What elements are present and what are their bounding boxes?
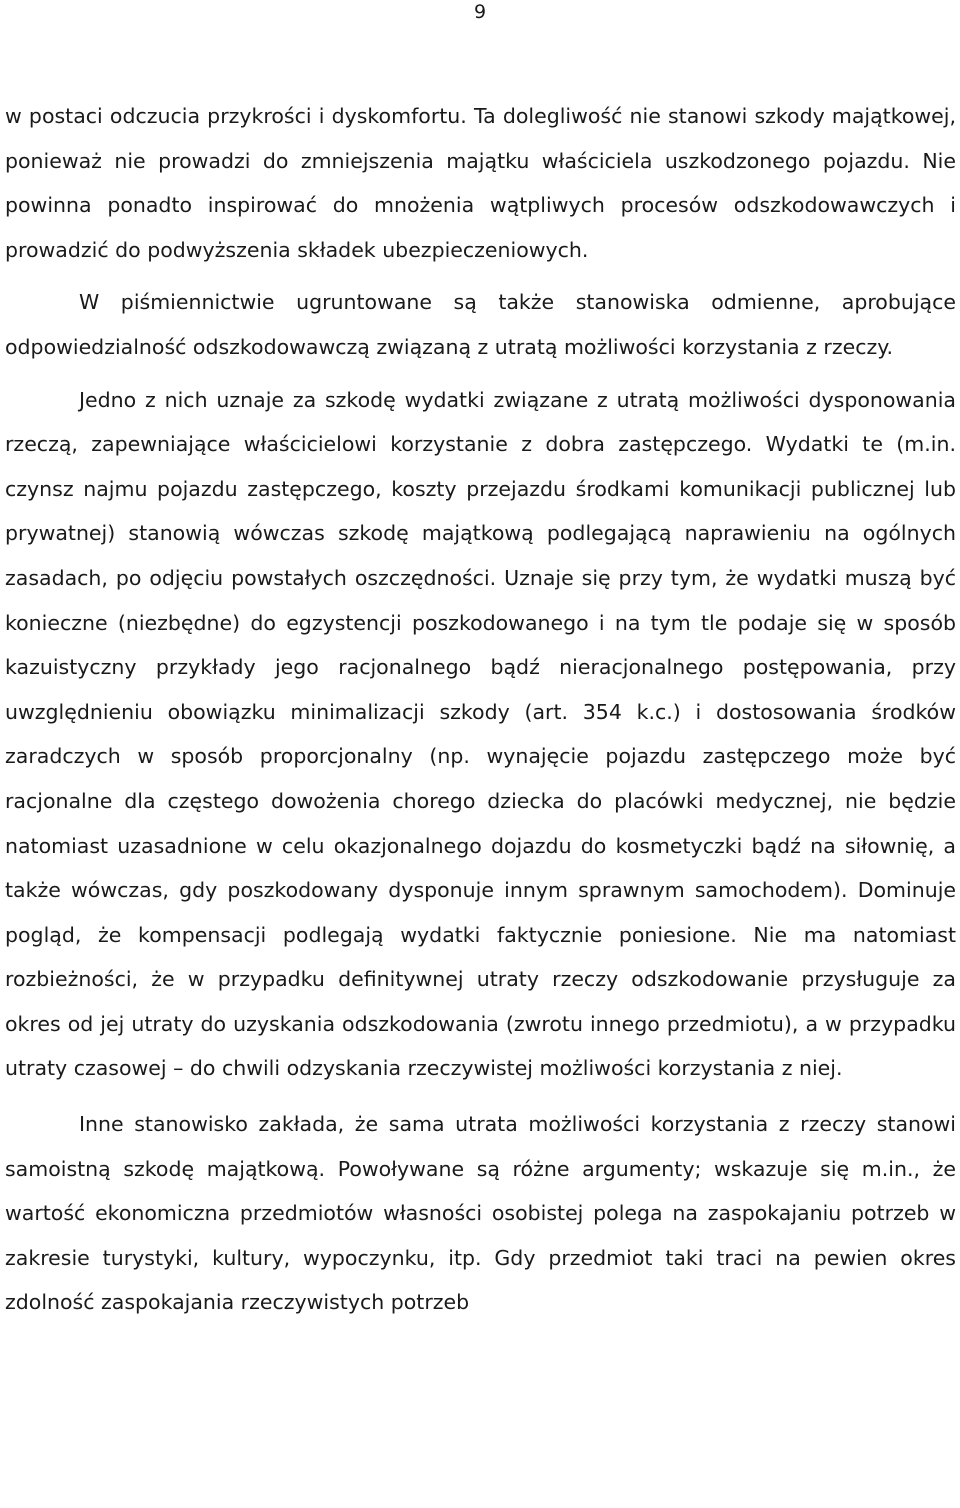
document-body xyxy=(5,94,956,1325)
paragraph-gap xyxy=(5,370,956,378)
page-number: 9 xyxy=(473,1,487,23)
paragraph-2: W piśmiennictwie ugruntowane są także stanowiska odmienne, aprobujące odpowiedzialność odszkodowawczą związaną z utratą możliwości korzystania z rzeczy. xyxy=(5,290,956,359)
paragraph-gap xyxy=(5,1091,956,1102)
paragraph-1: w postaci odczucia przykrości i dyskomfortu. Ta dolegliwość nie stanowi szkody majątkowej, ponieważ nie prowadzi do zmniejszenia majątku właściciela uszkodzonego pojazdu. Nie powinna ponadto inspirować do mnożenia wątpliwych procesów odszkodowawczych i prowadzić do podwyższenia składek ubezpieczeniowych. xyxy=(5,104,956,262)
paragraph-3: Jedno z nich uznaje za szkodę wydatki związane z utratą możliwości dysponowania rzeczą, zapewniające właścicielowi korzystanie z dobra zastępczego. Wydatki te (m.in. czynsz najmu pojazdu zastępczego, koszty przejazdu środkami komunikacji publicznej lub prywatnej) stanowią wówczas szkodę majątkową podlegającą naprawieniu na ogólnych zasadach, po odjęciu powstałych oszczędności. Uznaje się przy tym, że wydatki muszą być konieczne (niezbędne) do egzystencji poszkodowanego i na tym tle podaje się w sposób kazuistyczny przykłady jego racjonalnego bądź nieracjonalnego postępowania, przy uwzględnieniu obowiązku minimalizacji szkody (art. 354 k.c.) i dostosowania środków zaradczych w sposób proporcjonalny (np. wynajęcie pojazdu zastępczego może być racjonalne dla częstego dowożenia chorego dziecka do placówki medycznej, nie będzie natomiast uzasadnione w celu okazjonalnego dojazdu do kosmetyczki bądź na siłownię, a także wówczas, gdy poszkodowany dysponuje innym sprawnym samochodem). Dominuje pogląd, że kompensacji podlegają wydatki faktycznie poniesione. Nie ma natomiast rozbieżności, że w przypadku definitywnej utraty rzeczy odszkodowanie przysługuje za okres od jej utraty do uzyskania odszkodowania (zwrotu innego przedmiotu), a w przypadku utraty czasowej – do chwili odzyskania rzeczywistej możliwości korzystania z niej. xyxy=(5,387,956,1081)
paragraph-4: Inne stanowisko zakłada, że sama utrata możliwości korzystania z rzeczy stanowi samoistną szkodę majątkową. Powoływane są różne argumenty; wskazuje się m.in., że wartość ekonomiczna przedmiotów własności osobistej polega na zaspokajaniu potrzeb w zakresie turystyki, kultury, wypoczynku, itp. Gdy przedmiot taki traci na pewien okres zdolność zaspokajania rzeczywistych potrzeb xyxy=(5,1112,956,1315)
paragraph-gap xyxy=(5,272,956,280)
